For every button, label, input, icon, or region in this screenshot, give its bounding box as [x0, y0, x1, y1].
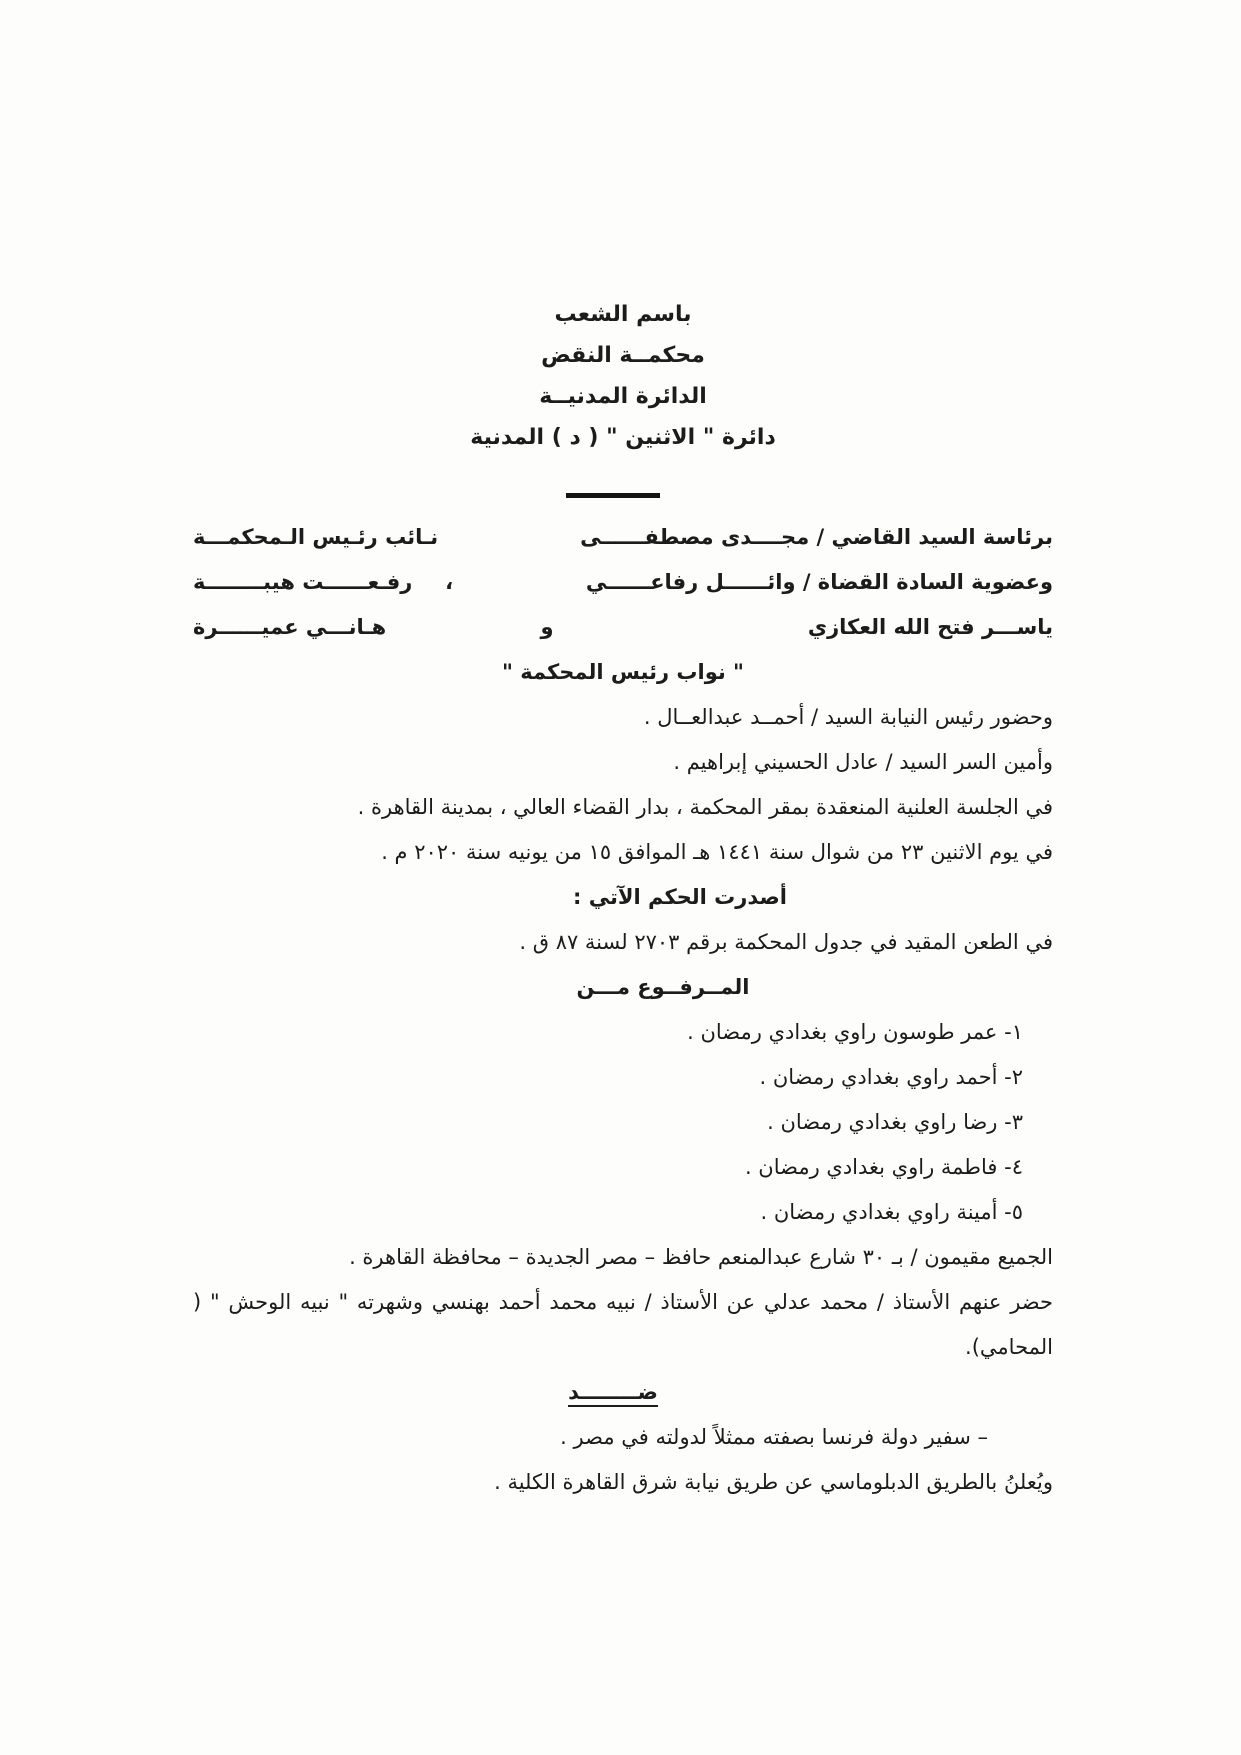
member-judge-hany: هـانـــي عميــــــرة [193, 615, 387, 639]
attorney-appearance-line-1: حضر عنهم الأستاذ / محمد عدلي عن الأستاذ / نبيه محمد أحمد بهنسي وشهرته " نبيه الوحش " ( [193, 1290, 1053, 1314]
diplomatic-notice-line: ويُعلنُ بالطريق الدبلوماسي عن طريق نيابة شرق القاهرة الكلية . [494, 1470, 1053, 1494]
header-civil-circuit: الدائرة المدنيــة [539, 384, 707, 409]
appellant-item-3: ٣- رضا راوي بغدادي رمضان . [767, 1110, 1023, 1134]
member-judge-yasser: ياســـر فتح الله العكازي [807, 615, 1053, 639]
bench-separator-waw: و [540, 615, 554, 639]
bench-row-members-2 [193, 605, 1053, 650]
member-judge-refaat: رفـعــــــت هيبــــــــة [193, 570, 413, 594]
appellants-address-line: الجميع مقيمون / بـ ٣٠ شارع عبدالمنعم حافظ – مصر الجديدة – محافظة القاهرة . [349, 1245, 1053, 1269]
appellant-item-4: ٤- فاطمة راوي بغدادي رمضان . [744, 1155, 1023, 1179]
session-location-line: في الجلسة العلنية المنعقدة بمقر المحكمة ، بدار القضاء العالي ، بمدينة القاهرة . [357, 795, 1053, 819]
member-judge-wael: وعضوية السادة القضاة / وائــــــل رفاعــــــي [585, 570, 1053, 594]
prosecutor-attendance-line: وحضور رئيس النيابة السيد / أحمــد عبدالعــال . [643, 705, 1053, 729]
appellant-item-5: ٥- أمينة راوي بغدادي رمضان . [760, 1200, 1023, 1224]
respondent-line: – سفير دولة فرنسا بصفته ممثلاً لدولته في مصر . [560, 1425, 988, 1449]
bench-row-members-1 [193, 560, 1053, 605]
filed-by-heading: المــرفــوع مـــن [576, 975, 750, 999]
attorney-appearance-line-2: المحامي). [965, 1335, 1053, 1359]
versus-heading [183, 1370, 1043, 1415]
bench-caption-deputy-presidents: " نواب رئيس المحكمة " [501, 660, 745, 684]
presiding-judge-title: نـائب رئـيس الـمحكمـــة [193, 525, 439, 549]
document-content [193, 294, 1053, 1505]
appellant-item-2: ٢- أحمد راوي بغدادي رمضان . [759, 1065, 1023, 1089]
bench-panel [193, 515, 1053, 695]
header-in-the-name-of-the-people: باسم الشعب [554, 302, 692, 327]
bench-row-president [193, 515, 1053, 560]
versus-heading-text: ضــــــــد [568, 1380, 658, 1407]
bench-separator-comma: ، [445, 570, 454, 594]
appellant-item-1: ١- عمر طوسون راوي بغدادي رمضان . [687, 1020, 1023, 1044]
header-divider-rule [566, 493, 660, 498]
secretary-line: وأمين السر السيد / عادل الحسيني إبراهيم . [673, 750, 1053, 774]
presiding-judge-name: برئاسة السيد القاضي / مجــــدى مصطفــــــى [580, 525, 1053, 549]
verdict-heading: أصدرت الحكم الآتي : [572, 885, 787, 909]
session-date-line: في يوم الاثنين ٢٣ من شوال سنة ١٤٤١ هـ الموافق ١٥ من يونيه سنة ٢٠٢٠ م . [381, 840, 1053, 864]
appeal-number-line: في الطعن المقيد في جدول المحكمة برقم ٢٧٠٣ لسنة ٨٧ ق . [519, 930, 1053, 954]
header-court-of-cassation: محكمــة النقض [541, 343, 705, 368]
header-monday-circuit-d: دائرة " الاثنين " ( د ) المدنية [470, 425, 776, 450]
